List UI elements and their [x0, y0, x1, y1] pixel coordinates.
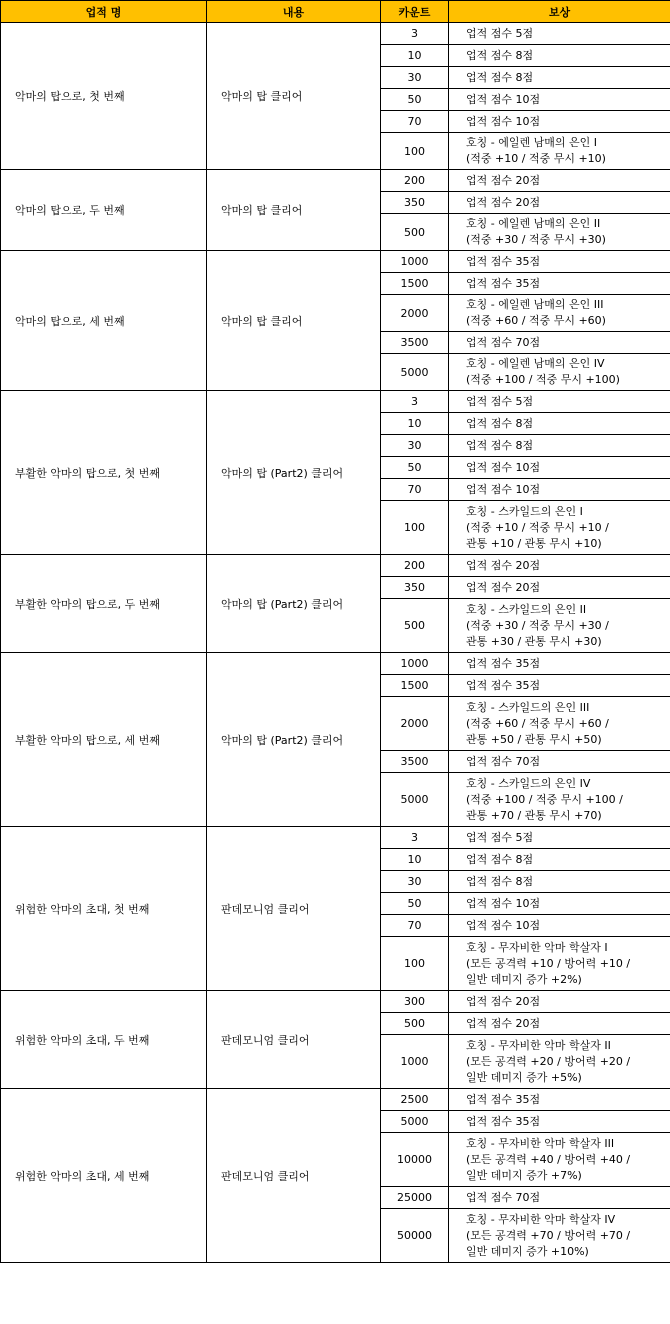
count-cell: 100: [381, 133, 449, 170]
reward-line: 호칭 - 스카일드의 은인 I: [466, 504, 583, 518]
reward-line: 관통 +30 / 관통 무시 +30): [466, 634, 602, 648]
reward-cell: [449, 871, 670, 893]
count-cell: 3: [381, 827, 449, 849]
count-cell: 500: [381, 1013, 449, 1035]
count-cell: 70: [381, 915, 449, 937]
reward-line: 업적 점수 5점: [466, 26, 534, 40]
count-cell: 500: [381, 214, 449, 251]
reward-cell: [449, 170, 670, 192]
table-row: [1, 555, 670, 577]
reward-cell: [449, 1111, 670, 1133]
header-row: [1, 1, 670, 23]
table-row: [1, 251, 670, 273]
table-body: [1, 23, 670, 1263]
achievement-content-cell: 악마의 탑 (Part2) 클리어: [207, 391, 381, 555]
reward-line: 호칭 - 무자비한 악마 학살자 I: [466, 940, 608, 954]
reward-cell: [449, 1013, 670, 1035]
reward-cell: [449, 599, 670, 653]
count-cell: 50: [381, 89, 449, 111]
table-row: [1, 991, 670, 1013]
reward-line: 호칭 - 스카일드의 은인 III: [466, 700, 590, 714]
reward-line: (모든 공격력 +70 / 방어력 +70 /: [466, 1228, 631, 1242]
reward-cell: [449, 1133, 670, 1187]
reward-line: 호칭 - 에일렌 남매의 은인 I: [466, 136, 597, 149]
table-row: [1, 1089, 670, 1111]
reward-cell: [449, 67, 670, 89]
achievement-name-cell: 부활한 악마의 탑으로, 세 번째: [1, 653, 207, 827]
reward-cell: [449, 89, 670, 111]
count-cell: 100: [381, 501, 449, 555]
reward-cell: [449, 1035, 670, 1089]
reward-cell: [449, 937, 670, 991]
reward-line: 업적 점수 10점: [466, 918, 541, 932]
count-cell: 10000: [381, 1133, 449, 1187]
count-cell: 350: [381, 577, 449, 599]
count-cell: 3: [381, 391, 449, 413]
count-cell: 5000: [381, 354, 449, 391]
achievement-content-cell: 악마의 탑 (Part2) 클리어: [207, 653, 381, 827]
reward-line: 일반 데미지 증가 +7%): [466, 1168, 582, 1182]
reward-line: 업적 점수 5점: [466, 394, 534, 408]
reward-cell: [449, 1209, 670, 1263]
reward-cell: [449, 915, 670, 937]
count-cell: 3: [381, 23, 449, 45]
count-cell: 3500: [381, 332, 449, 354]
achievement-name-cell: 위험한 악마의 초대, 첫 번째: [1, 827, 207, 991]
count-cell: 300: [381, 991, 449, 1013]
reward-cell: [449, 773, 670, 827]
reward-line: 업적 점수 35점: [466, 678, 541, 692]
count-cell: 100: [381, 937, 449, 991]
reward-cell: [449, 849, 670, 871]
reward-cell: [449, 751, 670, 773]
reward-line: 업적 점수 20점: [466, 173, 541, 187]
count-cell: 1000: [381, 1035, 449, 1089]
reward-line: 업적 점수 8점: [466, 852, 534, 866]
achievement-name-cell: 부활한 악마의 탑으로, 두 번째: [1, 555, 207, 653]
reward-cell: [449, 251, 670, 273]
achievement-content-cell: 악마의 탑 클리어: [207, 23, 381, 170]
reward-line: 업적 점수 20점: [466, 994, 541, 1008]
reward-line: 업적 점수 10점: [466, 92, 541, 106]
reward-line: (모든 공격력 +10 / 방어력 +10 /: [466, 956, 631, 970]
achievement-content-cell: 판데모니엄 클리어: [207, 827, 381, 991]
reward-cell: [449, 1089, 670, 1111]
achievement-content-cell: 판데모니엄 클리어: [207, 1089, 381, 1263]
count-cell: 5000: [381, 1111, 449, 1133]
achievement-name-cell: 위험한 악마의 초대, 세 번째: [1, 1089, 207, 1263]
reward-line: 호칭 - 무자비한 악마 학살자 III: [466, 1136, 615, 1150]
count-cell: 1000: [381, 251, 449, 273]
reward-line: 업적 점수 10점: [466, 896, 541, 910]
count-cell: 50: [381, 893, 449, 915]
achievement-name-cell: 악마의 탑으로, 세 번째: [1, 251, 207, 391]
reward-line: 업적 점수 8점: [466, 438, 534, 452]
reward-line: 업적 점수 70점: [466, 754, 541, 768]
reward-line: 업적 점수 8점: [466, 416, 534, 430]
table-row: [1, 23, 670, 45]
count-cell: 2000: [381, 295, 449, 332]
count-cell: 5000: [381, 773, 449, 827]
reward-line: (적중 +60 / 적중 무시 +60): [466, 314, 606, 327]
reward-cell: [449, 413, 670, 435]
achievement-name-cell: 악마의 탑으로, 첫 번째: [1, 23, 207, 170]
reward-cell: [449, 1187, 670, 1209]
count-cell: 350: [381, 192, 449, 214]
reward-cell: [449, 479, 670, 501]
count-cell: 2000: [381, 697, 449, 751]
reward-line: 관통 +10 / 관통 무시 +10): [466, 536, 602, 550]
reward-line: 호칭 - 에일렌 남매의 은인 III: [466, 298, 604, 311]
reward-line: 업적 점수 70점: [466, 335, 541, 349]
reward-line: 일반 데미지 증가 +2%): [466, 972, 582, 986]
table-row: [1, 827, 670, 849]
reward-cell: [449, 45, 670, 67]
reward-line: 업적 점수 8점: [466, 70, 534, 84]
reward-cell: [449, 273, 670, 295]
reward-line: 업적 점수 10점: [466, 460, 541, 474]
count-cell: 200: [381, 170, 449, 192]
reward-line: 업적 점수 5점: [466, 830, 534, 844]
achievement-name-cell: 부활한 악마의 탑으로, 첫 번째: [1, 391, 207, 555]
count-cell: 10: [381, 849, 449, 871]
reward-line: 호칭 - 스카일드의 은인 IV: [466, 776, 591, 790]
count-cell: 3500: [381, 751, 449, 773]
reward-cell: [449, 133, 670, 170]
reward-cell: [449, 457, 670, 479]
reward-cell: [449, 653, 670, 675]
reward-cell: [449, 501, 670, 555]
reward-line: (적중 +100 / 적중 무시 +100): [466, 373, 620, 386]
reward-line: 일반 데미지 증가 +5%): [466, 1070, 582, 1084]
reward-line: (적중 +10 / 적중 무시 +10 /: [466, 520, 609, 534]
reward-cell: [449, 111, 670, 133]
reward-cell: [449, 893, 670, 915]
reward-line: 업적 점수 70점: [466, 1190, 541, 1204]
reward-line: 업적 점수 20점: [466, 1016, 541, 1030]
achievement-name-cell: 위험한 악마의 초대, 두 번째: [1, 991, 207, 1089]
reward-cell: [449, 827, 670, 849]
reward-line: 업적 점수 10점: [466, 482, 541, 496]
reward-line: 호칭 - 무자비한 악마 학살자 II: [466, 1038, 611, 1052]
reward-line: 호칭 - 스카일드의 은인 II: [466, 602, 587, 616]
reward-line: 업적 점수 35점: [466, 276, 541, 290]
count-cell: 1500: [381, 675, 449, 697]
count-cell: 50: [381, 457, 449, 479]
reward-cell: [449, 391, 670, 413]
count-cell: 200: [381, 555, 449, 577]
reward-cell: [449, 354, 670, 391]
count-cell: 1000: [381, 653, 449, 675]
table-row: [1, 391, 670, 413]
header-content: 내용: [207, 1, 381, 23]
table-row: [1, 170, 670, 192]
reward-line: (적중 +30 / 적중 무시 +30 /: [466, 618, 609, 632]
reward-line: 업적 점수 20점: [466, 558, 541, 572]
achievement-content-cell: 악마의 탑 클리어: [207, 251, 381, 391]
achievement-content-cell: 악마의 탑 (Part2) 클리어: [207, 555, 381, 653]
reward-cell: [449, 332, 670, 354]
reward-cell: [449, 295, 670, 332]
count-cell: 70: [381, 111, 449, 133]
reward-line: 관통 +70 / 관통 무시 +70): [466, 808, 602, 822]
reward-line: 업적 점수 35점: [466, 254, 541, 268]
reward-line: 업적 점수 8점: [466, 48, 534, 62]
count-cell: 1500: [381, 273, 449, 295]
reward-cell: [449, 555, 670, 577]
reward-line: (적중 +10 / 적중 무시 +10): [466, 152, 606, 165]
reward-line: 관통 +50 / 관통 무시 +50): [466, 732, 602, 746]
achievement-content-cell: 악마의 탑 클리어: [207, 170, 381, 251]
table-row: [1, 653, 670, 675]
reward-line: (모든 공격력 +20 / 방어력 +20 /: [466, 1054, 631, 1068]
reward-line: 업적 점수 35점: [466, 1092, 541, 1106]
reward-line: 업적 점수 20점: [466, 580, 541, 594]
achievement-content-cell: 판데모니엄 클리어: [207, 991, 381, 1089]
reward-cell: [449, 697, 670, 751]
count-cell: 30: [381, 871, 449, 893]
reward-line: (적중 +60 / 적중 무시 +60 /: [466, 716, 609, 730]
reward-line: 호칭 - 에일렌 남매의 은인 IV: [466, 357, 605, 370]
count-cell: 500: [381, 599, 449, 653]
reward-line: 업적 점수 35점: [466, 656, 541, 670]
reward-line: 업적 점수 10점: [466, 114, 541, 128]
count-cell: 50000: [381, 1209, 449, 1263]
reward-line: 호칭 - 에일렌 남매의 은인 II: [466, 217, 601, 230]
header-achievement-name: 업적 명: [1, 1, 207, 23]
reward-cell: [449, 192, 670, 214]
count-cell: 10: [381, 45, 449, 67]
count-cell: 10: [381, 413, 449, 435]
achievement-name-cell: 악마의 탑으로, 두 번째: [1, 170, 207, 251]
reward-cell: [449, 23, 670, 45]
reward-line: (적중 +100 / 적중 무시 +100 /: [466, 792, 623, 806]
reward-cell: [449, 991, 670, 1013]
header-reward: 보상: [449, 1, 670, 23]
reward-line: 호칭 - 무자비한 악마 학살자 IV: [466, 1212, 616, 1226]
reward-line: 일반 데미지 증가 +10%): [466, 1244, 589, 1258]
reward-cell: [449, 435, 670, 457]
count-cell: 70: [381, 479, 449, 501]
reward-cell: [449, 214, 670, 251]
reward-line: (모든 공격력 +40 / 방어력 +40 /: [466, 1152, 631, 1166]
count-cell: 2500: [381, 1089, 449, 1111]
reward-line: 업적 점수 20점: [466, 195, 541, 209]
reward-cell: [449, 675, 670, 697]
reward-line: 업적 점수 8점: [466, 874, 534, 888]
count-cell: 30: [381, 435, 449, 457]
count-cell: 25000: [381, 1187, 449, 1209]
reward-line: (적중 +30 / 적중 무시 +30): [466, 233, 606, 246]
header-count: 카운트: [381, 1, 449, 23]
reward-line: 업적 점수 35점: [466, 1114, 541, 1128]
count-cell: 30: [381, 67, 449, 89]
reward-cell: [449, 577, 670, 599]
